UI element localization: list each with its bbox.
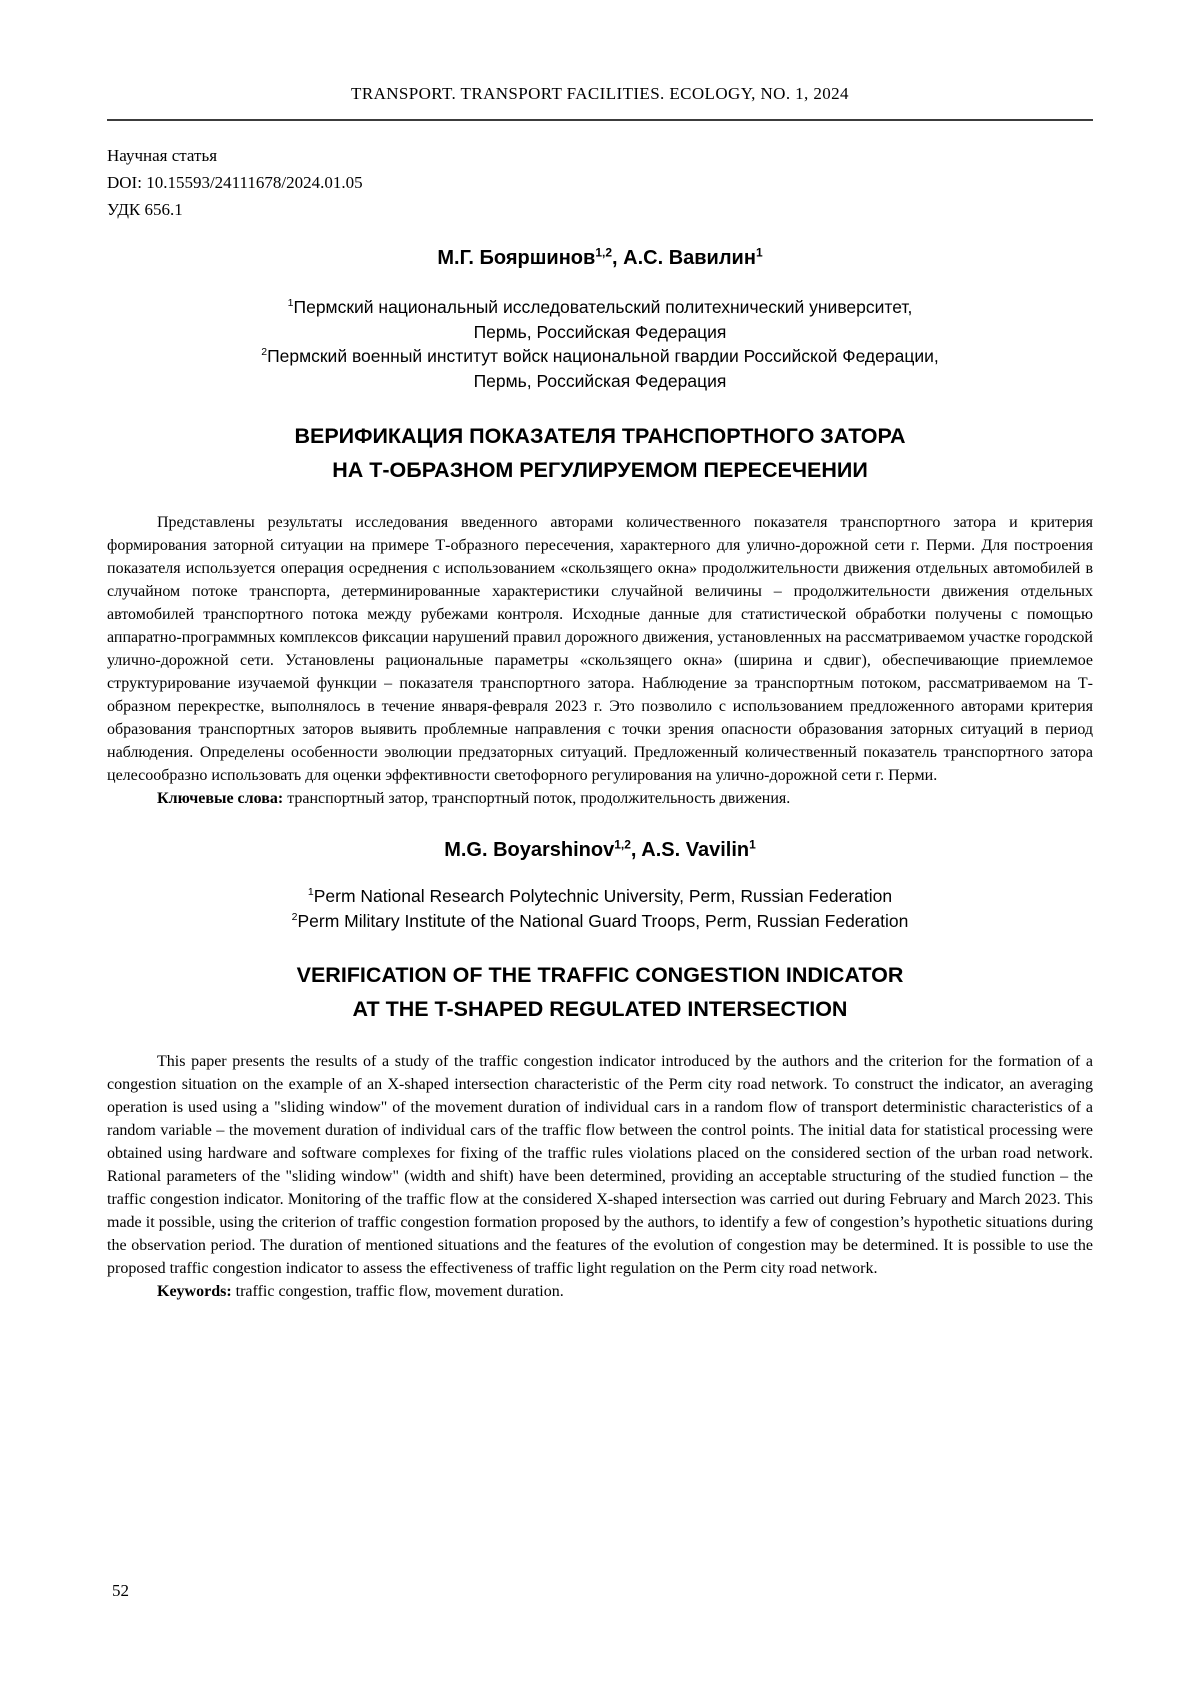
article-meta [107, 142, 1093, 223]
article-title-en-line-2: AT THE T-SHAPED REGULATED INTERSECTION [352, 997, 848, 1021]
keywords-ru-text: транспортный затор, транспортный поток, продолжительность движения. [283, 790, 791, 807]
authors-ru [107, 245, 1093, 271]
author-ru-2-name: А.С. Вавилин [623, 247, 756, 269]
authors-en [107, 837, 1093, 863]
author-en-1-superscript: 1,2 [614, 837, 631, 852]
article-title-en-line-1: VERIFICATION OF THE TRAFFIC CONGESTION INDICATOR [296, 963, 904, 987]
journal-header: TRANSPORT. TRANSPORT FACILITIES. ECOLOGY, NO. 1, 2024 [351, 84, 849, 103]
affiliation-en-2: $^2$Perm Military Institute of the National Guard Troops, Perm, Russian Federation [291, 910, 909, 931]
author-en-2-name: A.S. Vavilin [641, 839, 750, 861]
keywords-en-label: Keywords: [157, 1283, 232, 1300]
keywords-en-text: traffic congestion, traffic flow, movement duration. [231, 1283, 564, 1300]
article-title-ru [107, 419, 1093, 487]
author-en-1-name: M.G. Boyarshinov [444, 839, 615, 861]
keywords-en [107, 1280, 1093, 1303]
authors-en-separator: , [630, 839, 642, 861]
article-title-en [107, 958, 1093, 1026]
affiliations-ru [107, 295, 1093, 393]
keywords-ru [107, 787, 1093, 810]
article-title-ru-line-2: НА Т-ОБРАЗНОМ РЕГУЛИРУЕМОМ ПЕРЕСЕЧЕНИИ [332, 458, 868, 482]
udc-text: УДК 656.1 [107, 200, 183, 219]
affiliation-ru-2-superscript: 2 [261, 346, 268, 359]
affiliation-ru-1-superscript: 1 [287, 297, 294, 310]
affiliation-ru-1-org: $^1$Пермский национальный исследовательский политехнический университет, [287, 297, 913, 317]
affiliation-en-2-superscript: 2 [291, 910, 298, 923]
affiliations-en [107, 884, 1093, 933]
abstract-en: This paper presents the results of a study of the traffic congestion indicator introduced by the authors and the criterion for the formation of a congestion situation on the example of an X-shaped intersection characteristic of the Perm city road network. To construct the indicator, an averaging operation is used using a "sliding window" of the movement duration of individual cars in a random flow of transport deterministic characteristics of a random variable – the movement duration of individual cars of the traffic flow between the control points. The initial data for statistical processing were obtained using hardware and software complexes for fixing of the traffic rules violations placed on the considered section of the urban road network. Rational parameters of the "sliding window" (width and shift) have been determined, providing an acceptable structuring of the studied function – the traffic congestion indicator. Monitoring of the traffic flow at the considered X-shaped intersection was carried out during February and March 2023. This made it possible, using the criterion of traffic congestion formation proposed by the authors, to identify a few of congestion’s hypothetic situations during the observation period. The duration of mentioned situations and the features of the evolution of congestion may be determined. It is possible to use the proposed traffic congestion indicator to assess the effectiveness of traffic light regulation on the Perm city road network. [107, 1053, 1093, 1277]
article-type-label: Научная статья [107, 146, 218, 165]
author-en-2-superscript: 1 [749, 837, 756, 852]
affiliation-ru-2-city: Пермь, Российская Федерация [473, 370, 727, 391]
author-ru-1-superscript: 1,2 [595, 245, 613, 260]
header-rule [107, 119, 1093, 121]
author-ru-2-superscript: 1 [755, 245, 763, 260]
keywords-ru-label: Ключевые слова: [157, 790, 284, 807]
abstract-ru: Представлены результаты исследования введенного авторами количественного показателя транспортного затора и критерия формирования заторной ситуации на примере Т-образного пересечения, характерного для улично-дорожной сети г. Перми. Для построения показателя используется операция осреднения с использованием «скользящего окна» продолжительности движения отдельных автомобилей в случайном потоке транспорта, детерминированные характеристики случайной величины – продолжительности движения отдельных автомобилей транспортного потока между рубежами контроля. Исходные данные для статистической обработки получены с помощью аппаратно-программных комплексов фиксации нарушений правил дорожного движения, установленных на рассматриваемом участке городской улично-дорожной сети. Установлены рациональные параметры «скользящего окна» (ширина и сдвиг), обеспечивающие приемлемое структурирование изучаемой функции – показателя транспортного затора. Наблюдение за транспортным потоком, рассматриваемом на Т-образном перекрестке, выполнялось в течение января-февраля 2023 г. Это позволило с использованием предложенного авторами критерия образования транспортных заторов выявить проблемные направления с точки зрения опасности образования заторных ситуаций в период наблюдения. Определены особенности эволюции предзаторных ситуаций. Предложенный количественный показатель транспортного затора целесообразно использовать для оценки эффективности светофорного регулирования на улично-дорожной сети г. Перми. [107, 514, 1093, 784]
page-number: 52 [112, 1581, 129, 1600]
author-ru-1-name: М.Г. Бояршинов [437, 247, 596, 269]
article-title-ru-line-1: ВЕРИФИКАЦИЯ ПОКАЗАТЕЛЯ ТРАНСПОРТНОГО ЗАТОРА [294, 424, 906, 448]
affiliation-ru-2-org: $^2$Пермский военный институт войск национальной гвардии Российской Федерации, [261, 346, 939, 366]
affiliation-en-1: $^1$Perm National Research Polytechnic University, Perm, Russian Federation [307, 886, 893, 906]
authors-ru-separator: , [612, 247, 624, 269]
affiliation-ru-1-city: Пермь, Российская Федерация [473, 321, 727, 342]
doi-text: DOI: 10.15593/24111678/2024.01.05 [107, 173, 363, 192]
affiliation-en-1-superscript: 1 [307, 886, 314, 899]
